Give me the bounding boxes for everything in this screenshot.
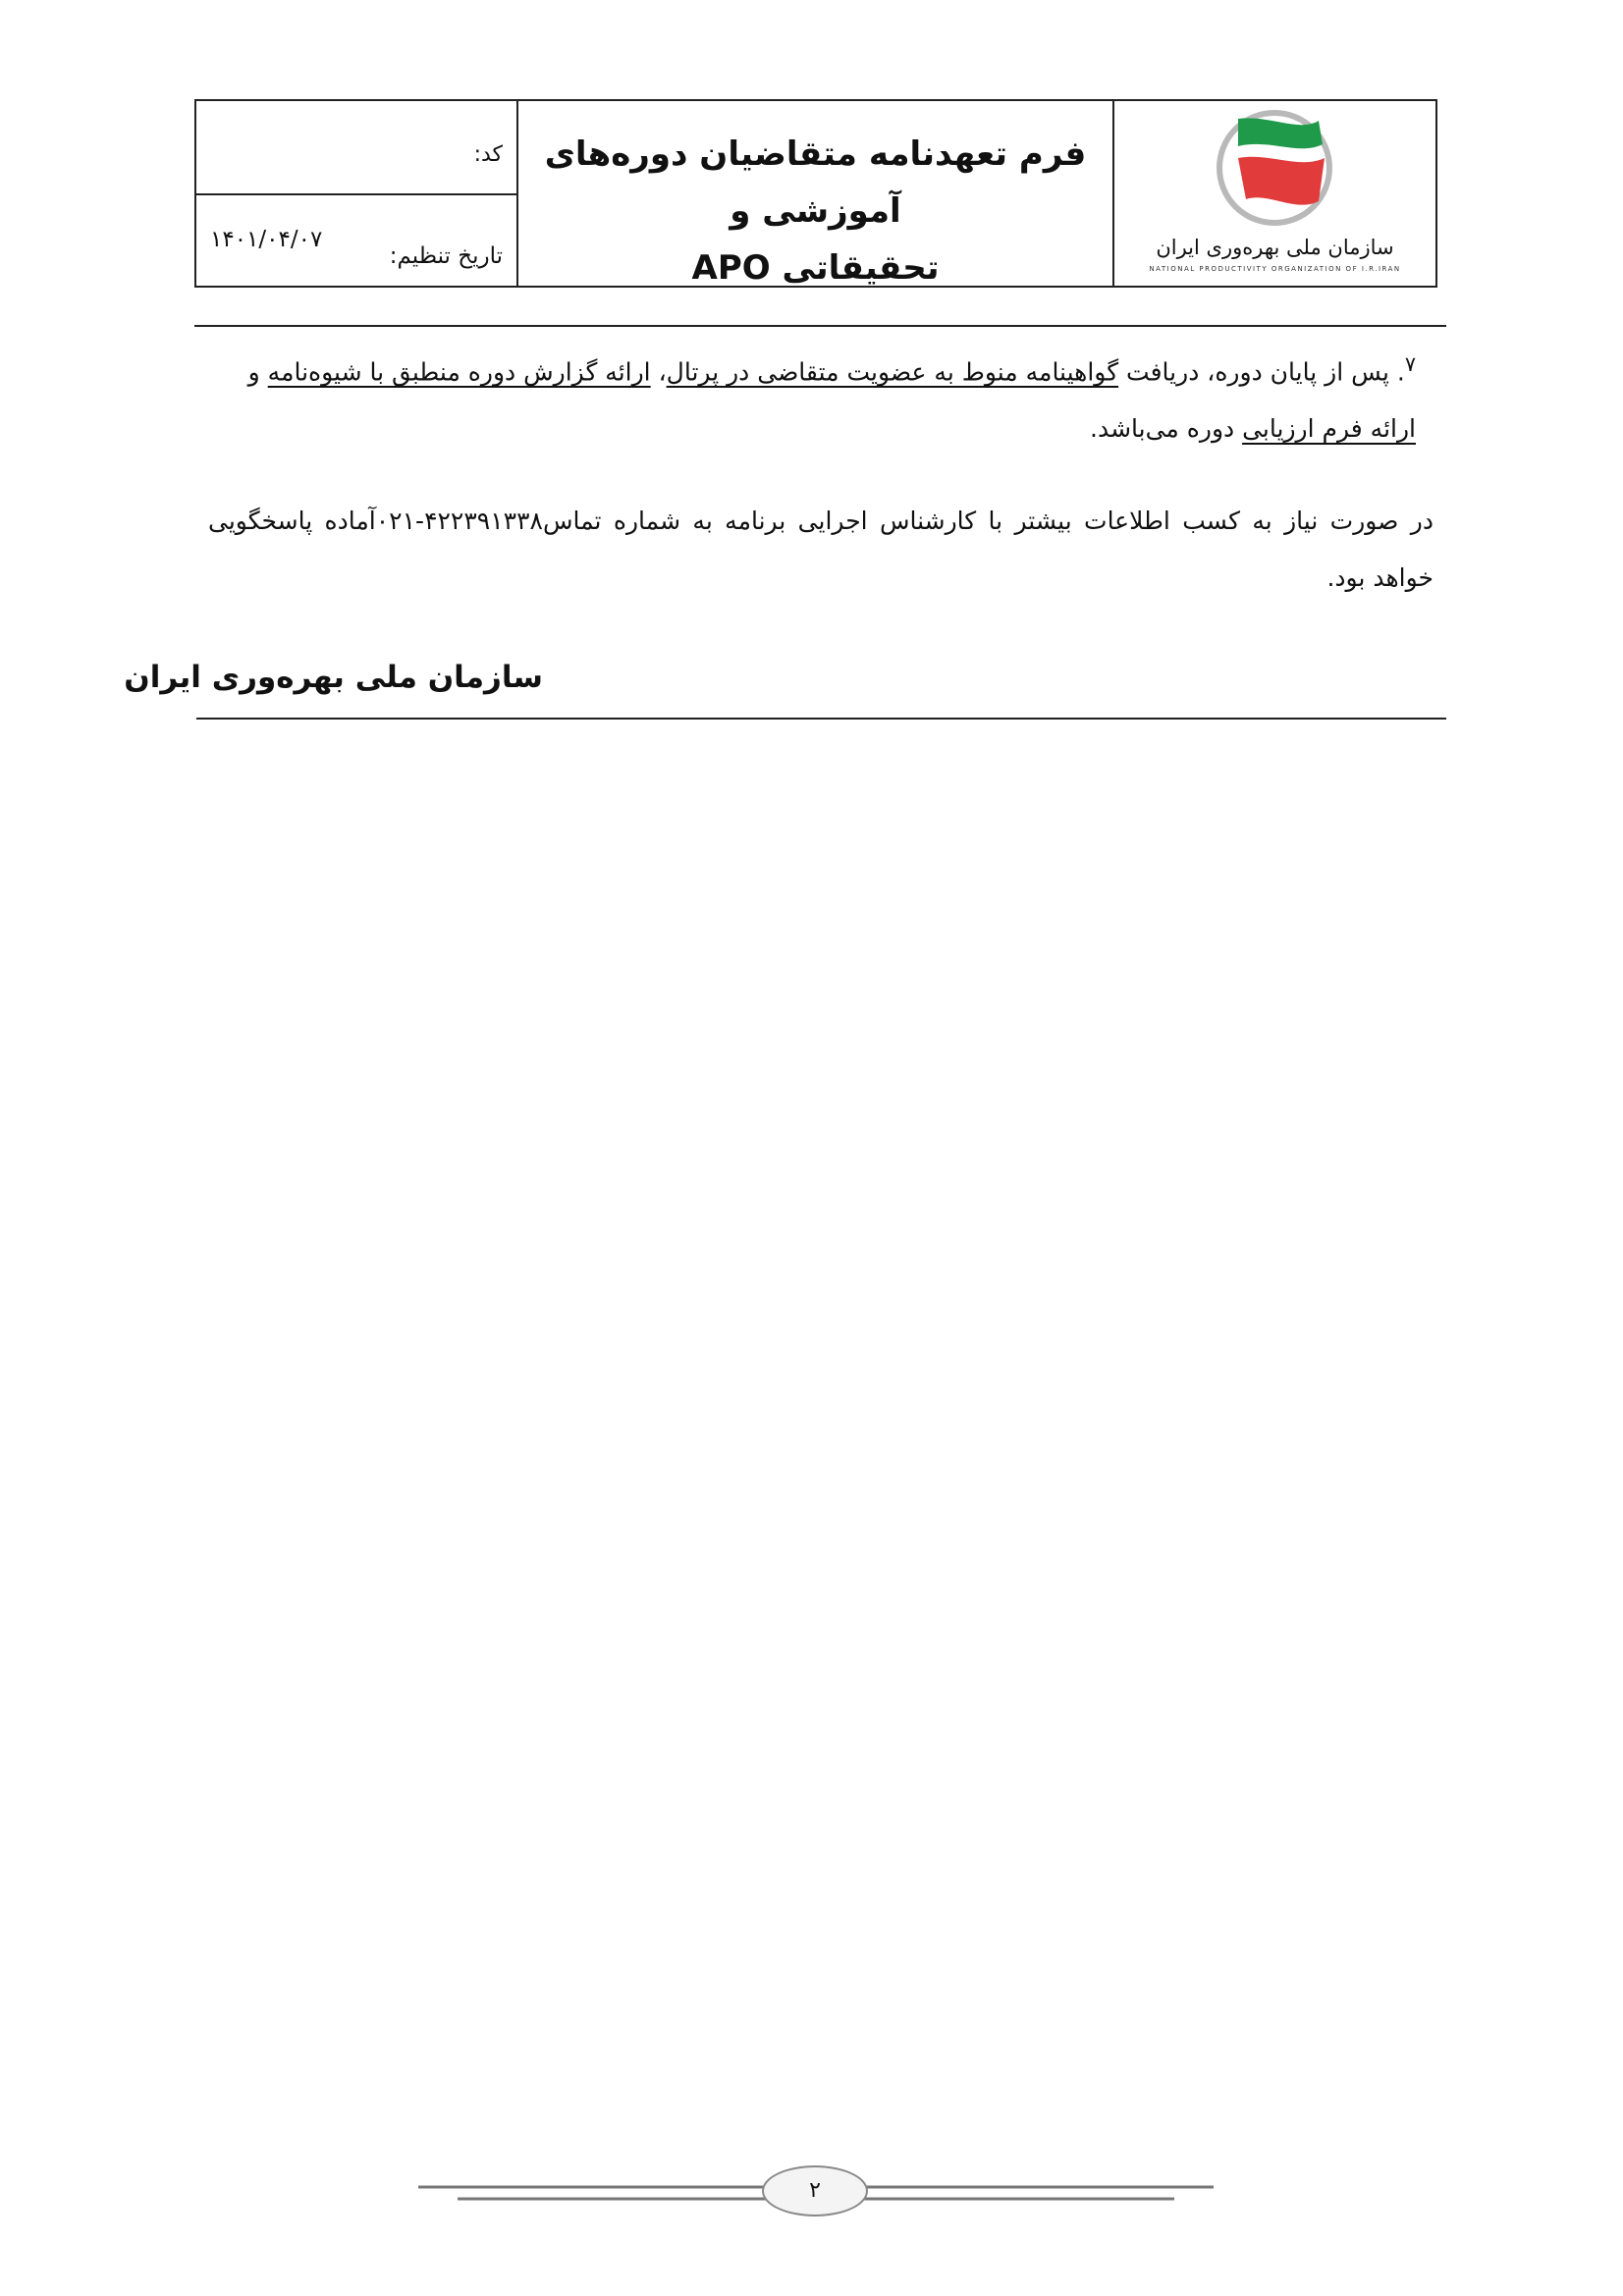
top-divider — [194, 325, 1446, 327]
contact-paragraph: در صورت نیاز به کسب اطلاعات بیشتر با کارشناس اجرایی برنامه به شماره تماس۴۲۲۳۹۱۳۳۸-۰۲۱آماده پاسخگویی خواهد بود. — [208, 507, 1434, 592]
organization-signature: سازمان ملی بهره‌وری ایران — [124, 660, 543, 695]
date-label: تاریخ تنظیم: — [389, 243, 503, 269]
logo-cell — [1114, 101, 1435, 286]
form-meta-cell — [196, 101, 518, 286]
item-7-paragraph — [208, 336, 1416, 457]
code-label: کد: — [473, 142, 503, 167]
item-7-underlined-3: ارائه فرم ارزیابی — [1242, 414, 1416, 444]
item-number: ۷ — [1404, 352, 1416, 376]
date-value: ۱۴۰۱/۰۴/۰۷ — [210, 227, 323, 252]
item-7-text-3: و — [247, 357, 268, 387]
npo-logo-icon — [1152, 107, 1397, 240]
form-header-table — [194, 99, 1437, 288]
form-title-cell — [518, 101, 1114, 286]
item-7-underlined-1: گواهینامه منوط به عضویت متقاضی در پرتال — [666, 357, 1119, 387]
item-7-text-1: . پس از پایان دوره، دریافت — [1118, 357, 1405, 387]
item-7-text-2: ، — [650, 357, 667, 387]
form-title — [518, 127, 1112, 296]
item-7-underlined-2: ارائه گزارش دوره منطبق با شیوه‌نامه — [267, 357, 651, 387]
code-row — [196, 101, 516, 195]
logo-text: سازمان ملی بهره‌وری ایران — [1156, 236, 1394, 259]
form-title-line2: تحقیقاتی APO — [691, 247, 940, 288]
logo-subtext: NATIONAL PRODUCTIVITY ORGANIZATION OF I.R.IRAN — [1149, 265, 1401, 273]
bottom-divider — [196, 718, 1446, 720]
page-number: ۲ — [762, 2165, 868, 2216]
form-title-line1: فرم تعهدنامه متقاضیان دوره‌های آموزشی و — [544, 134, 1087, 231]
item-7-text-4: دوره می‌باشد. — [1090, 414, 1243, 444]
